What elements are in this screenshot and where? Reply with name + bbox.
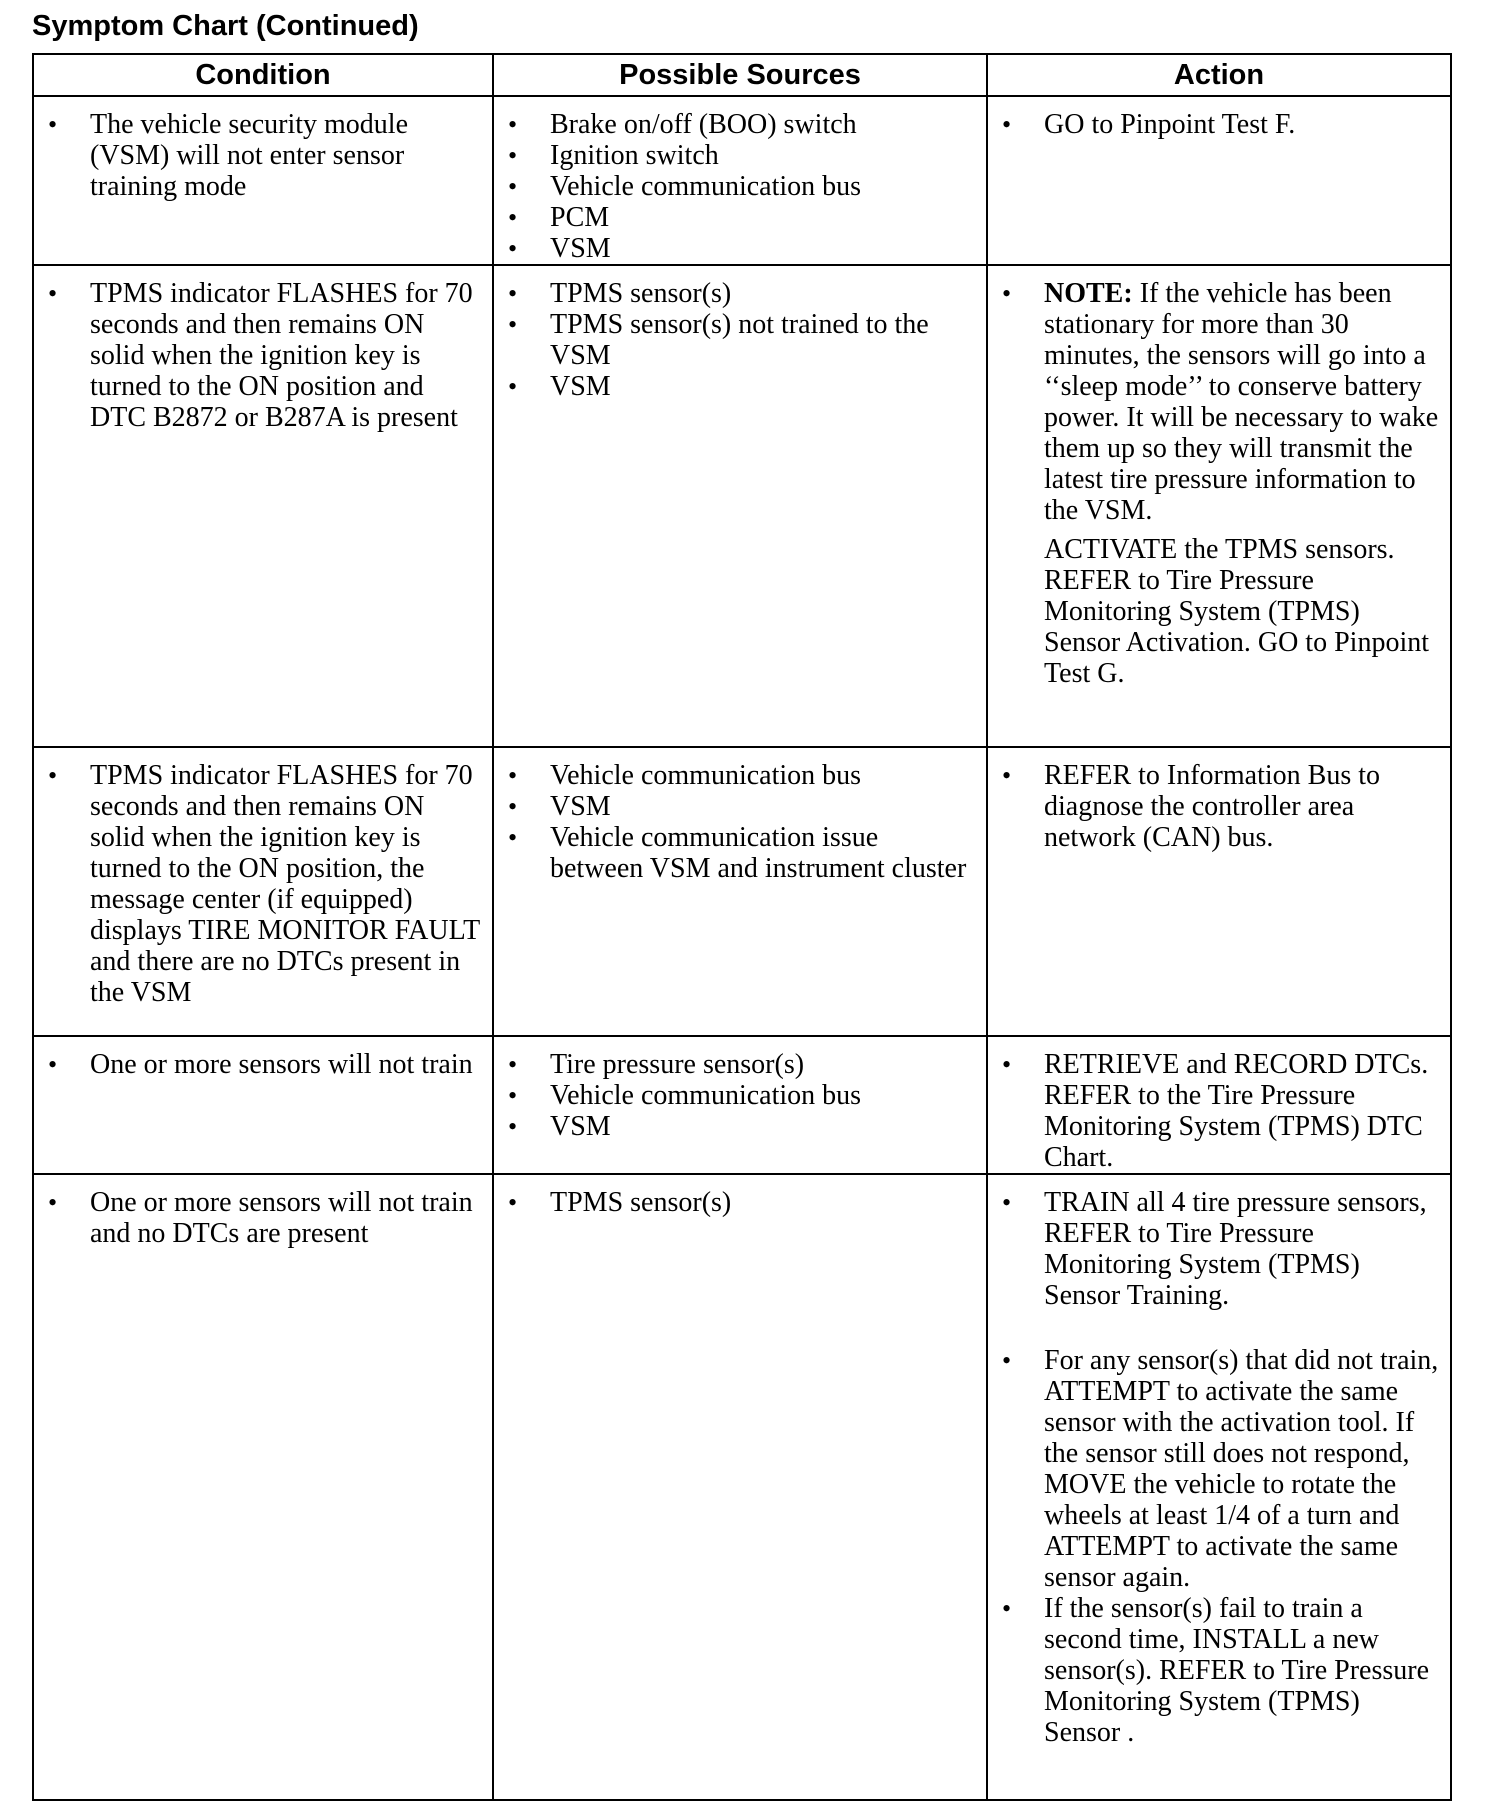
action-cell [987,1174,1451,1800]
table-row [33,747,1451,1036]
list-item: • Vehicle communication bus [494,171,978,202]
list-item: • If the sensor(s) fail to train a second time, INSTALL a new sensor(s). REFER to Tire Pressure Monitoring System (TPMS) Sensor . [988,1593,1442,1748]
note-text: If the vehicle has been stationary for more than 30 minutes, the sensors will go into a ‘‘sleep mode’’ to conserve battery power. It will be necessary to wake them up so they will transmit the latest tire pressure information to the VSM. [1044,278,1439,526]
list-item: • PCM [494,202,978,233]
action-cell [987,265,1451,747]
sources-cell [493,1036,987,1174]
table-row [33,1174,1451,1800]
list-item: • For any sensor(s) that did not train, ATTEMPT to activate the same sensor with the activation tool. If the sensor still does not respond, MOVE the vehicle to rotate the wheels at least 1/4 of a turn and ATTEMPT to activate the same sensor again. [988,1345,1442,1593]
condition-cell [33,1036,493,1174]
list-item: • The vehicle security module (VSM) will not enter sensor training mode [34,109,484,202]
list-item: • One or more sensors will not train [34,1049,484,1080]
list-item: • VSM [494,1111,978,1142]
action-cell [987,1036,1451,1174]
header-row [33,54,1451,96]
condition-cell [33,1174,493,1800]
list-item: • Brake on/off (BOO) switch [494,109,978,140]
symptom-table [32,53,1452,1801]
list-item: • Tire pressure sensor(s) [494,1049,978,1080]
note-label: NOTE: [1044,278,1133,309]
action-cell [987,747,1451,1036]
table-row [33,1036,1451,1174]
list-item: • TPMS indicator FLASHES for 70 seconds and then remains ON solid when the ignition key is turned to the ON position, the message center (if equipped) displays TIRE MONITOR FAULT and there are no DTCs present in the VSM [34,760,484,1008]
condition-cell [33,747,493,1036]
list-item: • VSM [494,233,978,264]
list-item: • REFER to Information Bus to diagnose the controller area network (CAN) bus. [988,760,1442,853]
list-item: • VSM [494,791,978,822]
table-row [33,265,1451,747]
list-item: • Ignition switch [494,140,978,171]
sources-cell [493,96,987,265]
list-item [988,278,1442,526]
header-condition: Condition [33,54,493,96]
sources-cell [493,1174,987,1800]
list-item: • One or more sensors will not train and no DTCs are present [34,1187,484,1249]
condition-cell [33,265,493,747]
table-row [33,96,1451,265]
list-item: • Vehicle communication bus [494,1080,978,1111]
action-cell [987,96,1451,265]
header-possible-sources: Possible Sources [493,54,987,96]
chart-title: Symptom Chart (Continued) [32,10,419,42]
list-item: • TPMS sensor(s) not trained to the VSM [494,309,978,371]
list-item: • Vehicle communication issue between VSM and instrument cluster [494,822,978,884]
list-item-continued: ACTIVATE the TPMS sensors. REFER to Tire Pressure Monitoring System (TPMS) Sensor Activation. GO to Pinpoint Test G. [1044,534,1429,689]
list-item: • Vehicle communication bus [494,760,978,791]
list-item: • VSM [494,371,978,402]
header-action: Action [987,54,1451,96]
list-item: • TPMS sensor(s) [494,1187,978,1218]
list-item: • TRAIN all 4 tire pressure sensors, REFER to Tire Pressure Monitoring System (TPMS) Sensor Training. [988,1187,1442,1311]
list-item: • RETRIEVE and RECORD DTCs. REFER to the Tire Pressure Monitoring System (TPMS) DTC Chart. [988,1049,1442,1173]
list-item: • TPMS indicator FLASHES for 70 seconds and then remains ON solid when the ignition key is turned to the ON position and DTC B2872 or B287A is present [34,278,484,433]
list-item: • TPMS sensor(s) [494,278,978,309]
sources-cell [493,747,987,1036]
condition-cell [33,96,493,265]
list-item: • GO to Pinpoint Test F. [988,109,1442,140]
sources-cell [493,265,987,747]
